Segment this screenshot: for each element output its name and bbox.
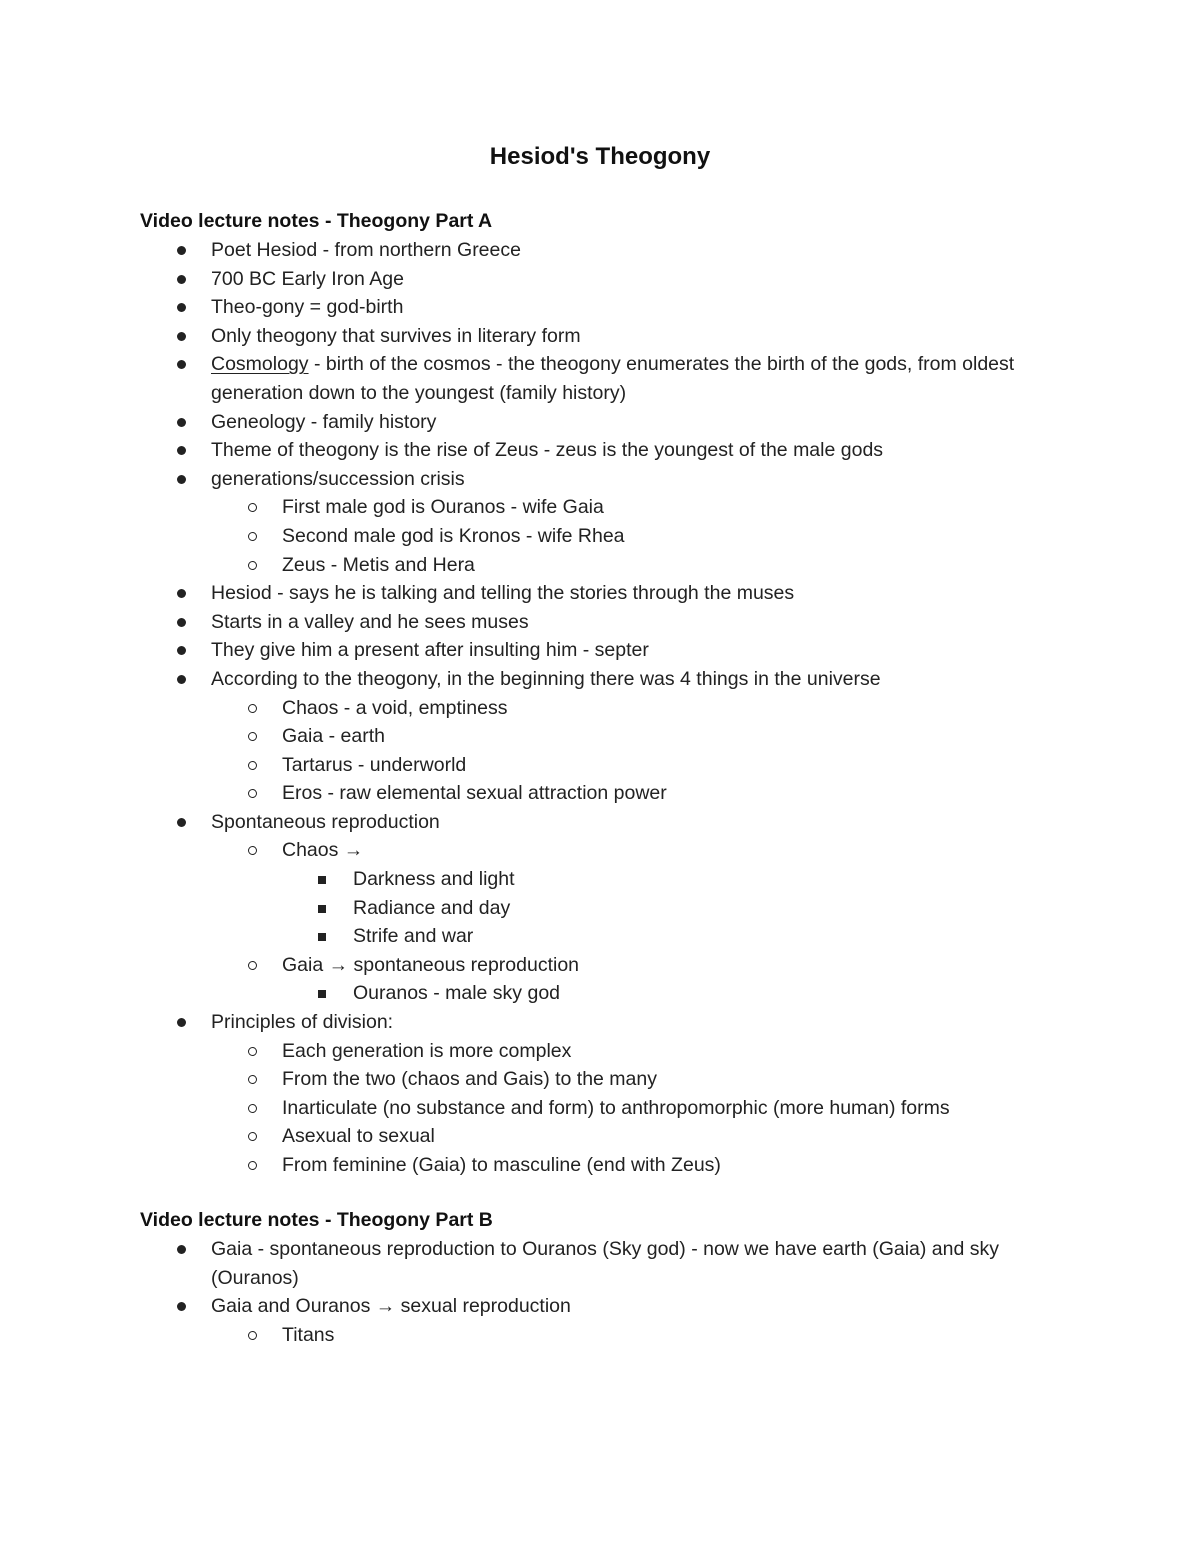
list-item-text: Geneology - family history [211, 410, 437, 433]
filled-circle-bullet-icon [177, 589, 186, 598]
hollow-circle-bullet-icon [248, 1331, 257, 1340]
list-item [140, 322, 1060, 351]
section-heading: Video lecture notes - Theogony Part B [140, 1209, 493, 1231]
list-subitem [140, 694, 1060, 723]
filled-circle-bullet-icon [177, 303, 186, 312]
list-item [140, 236, 1060, 265]
hollow-circle-bullet-icon [248, 561, 257, 570]
list-subsubitem [140, 894, 1060, 923]
filled-circle-bullet-icon [177, 1018, 186, 1027]
hollow-circle-bullet-icon [248, 961, 257, 970]
list-item [140, 665, 1060, 694]
list-item-text: generations/succession crisis [211, 467, 465, 490]
list-item [140, 465, 1060, 494]
list-item-text: Gaia - earth [282, 725, 385, 748]
list-item-text: Tartarus - underworld [282, 753, 467, 776]
hollow-circle-bullet-icon [248, 846, 257, 855]
hollow-circle-bullet-icon [248, 1161, 257, 1170]
list-subsubitem [140, 922, 1060, 951]
list-item-text: Zeus - Metis and Hera [282, 553, 475, 576]
list-item-text: According to the theogony, in the beginning there was 4 things in the universe [211, 667, 881, 690]
list-subsubitem [140, 865, 1060, 894]
section-heading: Video lecture notes - Theogony Part A [140, 210, 493, 232]
list-item-text: Second male god is Kronos - wife Rhea [282, 524, 625, 547]
hollow-circle-bullet-icon [248, 704, 257, 713]
list-item [140, 408, 1060, 437]
list-item-text: Titans [282, 1323, 335, 1346]
hollow-circle-bullet-icon [248, 732, 257, 741]
list-item-text: Darkness and light [353, 868, 515, 891]
list-item [140, 579, 1060, 608]
list-item [140, 436, 1060, 465]
list-item-text: Radiance and day [353, 896, 511, 919]
list-item-text: They give him a present after insulting him - septer [211, 639, 649, 662]
underlined-term: Cosmology [211, 353, 309, 376]
list-item [140, 265, 1060, 294]
list-item-text: Spontaneous reproduction [211, 810, 440, 833]
filled-circle-bullet-icon [177, 675, 186, 684]
list-item-text: Eros - raw elemental sexual attraction power [282, 782, 667, 805]
hollow-circle-bullet-icon [248, 532, 257, 541]
filled-circle-bullet-icon [177, 1302, 186, 1311]
list-subitem [140, 1321, 1060, 1350]
list-item-text: Principles of division: [211, 1011, 394, 1034]
filled-circle-bullet-icon [177, 818, 186, 827]
list-subsubitem [140, 979, 1060, 1008]
list-subitem [140, 1122, 1060, 1151]
hollow-circle-bullet-icon [248, 789, 257, 798]
filled-circle-bullet-icon [177, 446, 186, 455]
filled-circle-bullet-icon [177, 1245, 186, 1254]
list-item [140, 608, 1060, 637]
list-subitem [140, 1094, 1060, 1123]
list-item-text: Ouranos - male sky god [353, 982, 561, 1005]
section-part-b [140, 1205, 1060, 1349]
list-subitem [140, 722, 1060, 751]
list-item-text: Starts in a valley and he sees muses [211, 610, 529, 633]
hollow-circle-bullet-icon [248, 1132, 257, 1141]
list-subitem [140, 551, 1060, 580]
list-item-text: Chaos - a void, emptiness [282, 696, 508, 719]
filled-circle-bullet-icon [177, 360, 186, 369]
square-bullet-icon [318, 990, 326, 998]
square-bullet-icon [318, 876, 326, 884]
list-item-text: From feminine (Gaia) to masculine (end with Zeus) [282, 1154, 721, 1176]
list-item-text: Asexual to sexual [282, 1125, 435, 1148]
filled-circle-bullet-icon [177, 418, 186, 427]
document-title: Hesiod's Theogony [489, 143, 711, 170]
list-item [140, 350, 1060, 407]
list-item [140, 1235, 1060, 1292]
hollow-circle-bullet-icon [248, 1075, 257, 1084]
section-part-a [140, 206, 1060, 1180]
filled-circle-bullet-icon [177, 275, 186, 284]
list-subitem [140, 522, 1060, 551]
list-item-text: Chaos → [282, 839, 364, 862]
list-item-text: Each generation is more complex [282, 1039, 572, 1062]
list-item-text: 700 BC Early Iron Age [211, 267, 404, 290]
list-subitem [140, 836, 1060, 865]
list-item-text: Gaia and Ouranos → sexual reproduction [211, 1295, 571, 1318]
list-item [140, 636, 1060, 665]
list-item [140, 1292, 1060, 1321]
list-item-text: From the two (chaos and Gais) to the many [282, 1068, 657, 1091]
list-subitem [140, 751, 1060, 780]
filled-circle-bullet-icon [177, 618, 186, 627]
list-item-text: - birth of the cosmos - the theogony enumerates the birth of the gods, from oldest generation down to the youngest (family history) [211, 353, 1015, 404]
list-subitem [140, 1151, 1060, 1180]
list-item [140, 808, 1060, 837]
list-subitem [140, 1065, 1060, 1094]
hollow-circle-bullet-icon [248, 761, 257, 770]
hollow-circle-bullet-icon [248, 1047, 257, 1056]
list-subitem [140, 493, 1060, 522]
filled-circle-bullet-icon [177, 475, 186, 484]
hollow-circle-bullet-icon [248, 1104, 257, 1113]
list-item-text: Strife and war [353, 925, 474, 948]
list-item-text: Only theogony that survives in literary form [211, 324, 581, 347]
list-subitem [140, 1037, 1060, 1066]
list-item-text: Theme of theogony is the rise of Zeus - zeus is the youngest of the male gods [211, 439, 884, 462]
list-item-text: Gaia → spontaneous reproduction [282, 953, 580, 976]
filled-circle-bullet-icon [177, 246, 186, 255]
hollow-circle-bullet-icon [248, 503, 257, 512]
list-item [140, 1008, 1060, 1037]
list-item-text: Poet Hesiod - from northern Greece [211, 239, 521, 261]
list-item-text: Hesiod - says he is talking and telling the stories through the muses [211, 582, 795, 605]
list-item-text: Gaia - spontaneous reproduction to Ouranos (Sky god) - now we have earth (Gaia) and sky (Ouranos) [211, 1238, 999, 1289]
square-bullet-icon [318, 933, 326, 941]
filled-circle-bullet-icon [177, 646, 186, 655]
list-subitem [140, 779, 1060, 808]
list-item [140, 293, 1060, 322]
square-bullet-icon [318, 905, 326, 913]
list-item-text: Theo-gony = god-birth [211, 296, 404, 319]
list-item-text: First male god is Ouranos - wife Gaia [282, 496, 604, 519]
list-subitem [140, 951, 1060, 980]
filled-circle-bullet-icon [177, 332, 186, 341]
list-item-text: Inarticulate (no substance and form) to anthropomorphic (more human) forms [282, 1096, 950, 1119]
